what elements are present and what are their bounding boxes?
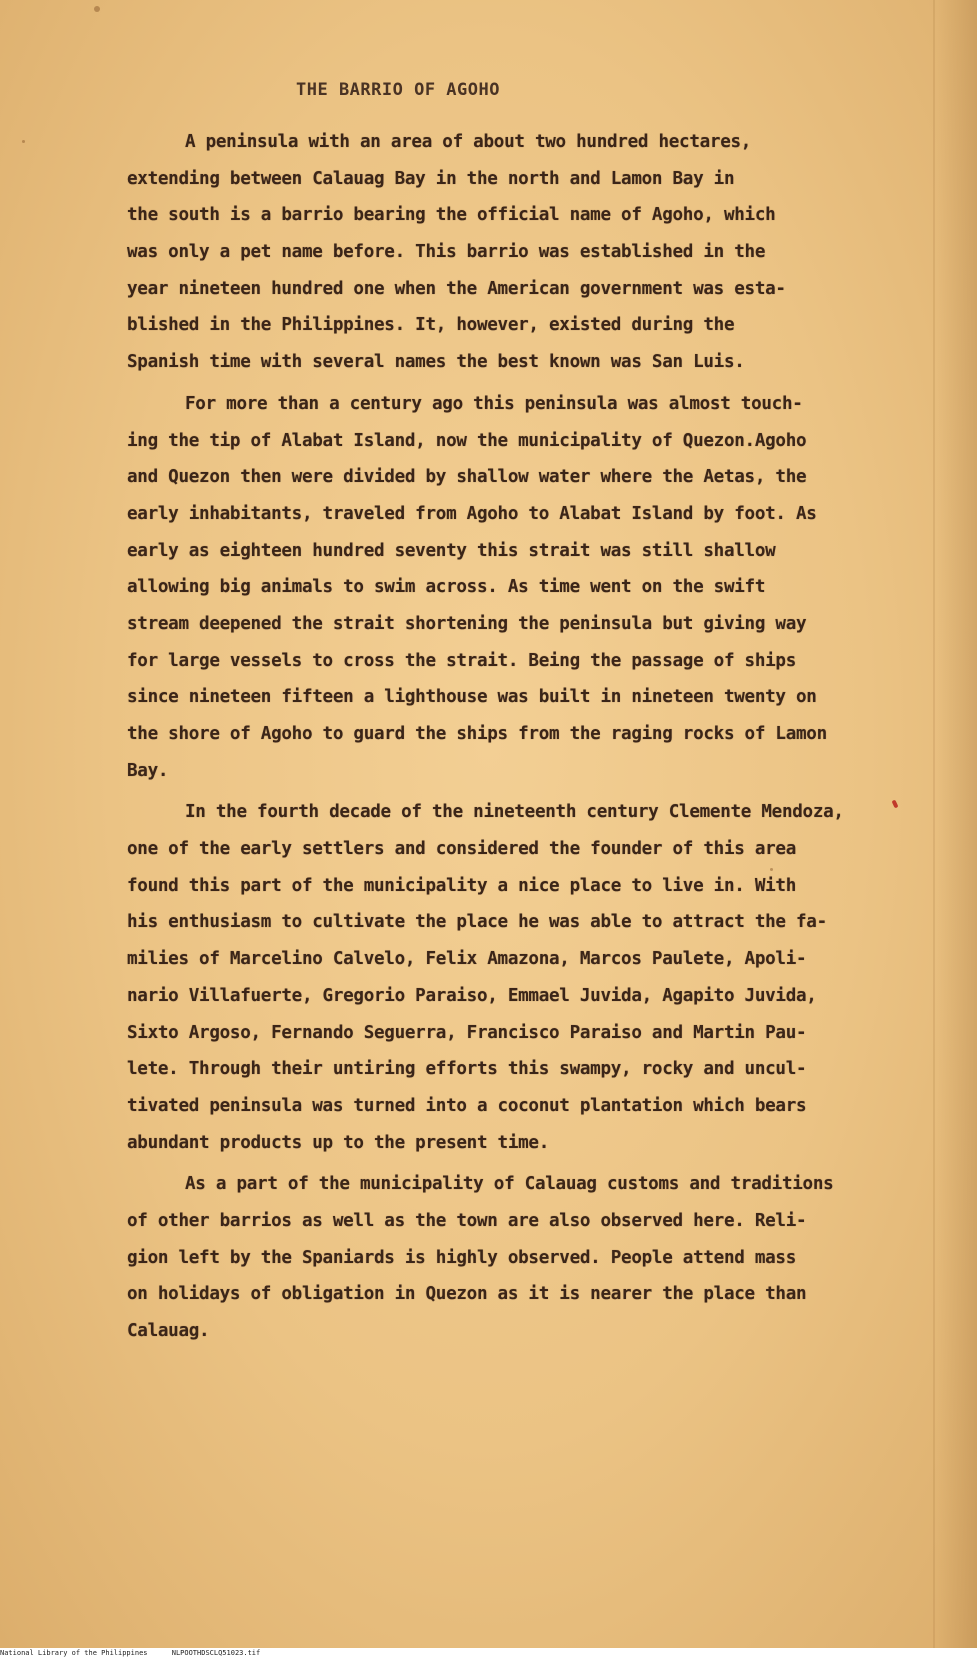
footer-source: National Library of the Philippines [0,1649,148,1657]
paper-speck [94,6,100,12]
red-ink-mark [891,800,898,809]
paragraph [127,794,887,1161]
text-line: year nineteen hundred one when the American government was esta- [127,278,786,299]
paper-speck [22,140,25,143]
text-line: since nineteen fifteen a lighthouse was built in nineteen twenty on [127,687,817,708]
text-line: allowing big animals to swim across. As time went on the swift [127,577,766,598]
text-line: Bay. [127,760,169,781]
text-line: blished in the Philippines. It, however, existed during the [127,315,735,336]
text-line: early inhabitants, traveled from Agoho to Alabat Island by foot. As [127,503,817,524]
text-line: on holidays of obligation in Quezon as it is nearer the place than [127,1284,807,1305]
paragraph [127,386,887,790]
text-line: A peninsula with an area of about two hundred hectares, [185,132,752,152]
text-line: stream deepened the strait shortening the peninsula but giving way [127,613,807,634]
document-body [127,124,887,1350]
page-edge-shadow [937,0,977,1648]
text-line: for large vessels to cross the strait. Being the passage of ships [127,650,797,671]
text-line: For more than a century ago this peninsula was almost touch- [185,393,803,414]
text-line: milies of Marcelino Calvelo, Felix Amazona, Marcos Paulete, Apoli- [127,949,807,970]
text-line: extending between Calauag Bay in the north and Lamon Bay in [127,168,735,189]
text-line: lete. Through their untiring efforts this swampy, rocky and uncul- [127,1059,807,1080]
text-line: nario Villafuerte, Gregorio Paraiso, Emmael Juvida, Agapito Juvida, [127,985,817,1006]
paragraph [127,1166,887,1349]
document-title: THE BARRIO OF AGOHO [296,80,500,100]
text-line: the south is a barrio bearing the official name of Agoho, which [127,205,776,226]
text-line: Spanish time with several names the best known was San Luis. [127,352,745,373]
text-line: Sixto Argoso, Fernando Seguerra, Francisco Paraiso and Martin Pau- [127,1022,807,1043]
text-line: gion left by the Spaniards is highly observed. People attend mass [127,1247,797,1268]
text-line: was only a pet name before. This barrio was established in the [127,242,766,263]
text-line: his enthusiasm to cultivate the place he was able to attract the fa- [127,912,827,933]
text-line: the shore of Agoho to guard the ships from the raging rocks of Lamon [127,724,827,744]
footer-file-id: NLPOOTHDSCLQ51023.tif [171,1649,261,1657]
text-line: As a part of the municipality of Calauag customs and traditions [185,1174,834,1195]
scan-footer [0,1648,977,1658]
text-line: early as eighteen hundred seventy this strait was still shallow [127,540,776,561]
page-crease [933,0,935,1648]
text-line: of other barrios as well as the town are also observed here. Reli- [127,1210,807,1231]
text-line: and Quezon then were divided by shallow water where the Aetas, the [127,467,807,488]
text-line: one of the early settlers and considered the founder of this area [127,839,797,860]
text-line: ing the tip of Alabat Island, now the municipality of Quezon.Agoho [127,430,807,451]
text-line: tivated peninsula was turned into a coconut plantation which bears [127,1095,807,1116]
text-line: Calauag. [127,1321,210,1341]
text-line: found this part of the municipality a nice place to live in. With [127,875,797,896]
text-line: In the fourth decade of the nineteenth century Clemente Mendoza, [185,802,844,823]
paragraph [127,124,887,381]
text-line: abundant products up to the present time. [127,1132,549,1153]
